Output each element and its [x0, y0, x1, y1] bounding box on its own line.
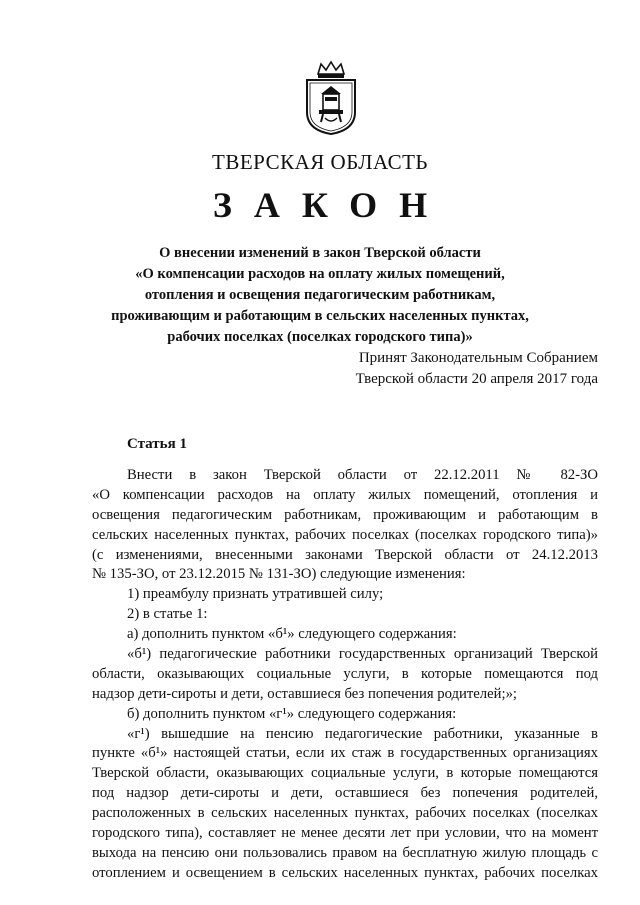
title-line: О внесении изменений в закон Тверской области — [159, 245, 481, 261]
body-line: б) дополнить пунктом «г¹» следующего содержания: — [127, 705, 457, 722]
body-line: «О компенсации расходов на оплату жилых помещений, отопления и — [92, 486, 598, 503]
coat-of-arms-icon — [301, 60, 361, 136]
body-line: Тверской области, оказывающих социальные услуги, в которые помещаются — [92, 765, 598, 782]
adoption-line: Принят Законодательным Собранием — [358, 350, 598, 366]
body-line: городского типа), составляет не менее десяти лет при условии, что на момент — [92, 825, 598, 842]
body-line: выхода на пенсию они пользовались правом на бесплатную жилую площадь с — [92, 844, 598, 861]
body-line: 2) в статье 1: — [127, 606, 208, 623]
body-line: (с изменениями, внесенными законами Тверской области от 24.12.2013 — [92, 546, 598, 563]
region-name: ТВЕРСКАЯ ОБЛАСТЬ — [212, 150, 428, 174]
body-line: надзор дети-сироты и дети, оставшиеся без попечения родителей;»; — [92, 685, 517, 702]
body-line: № 135-ЗО, от 23.12.2015 № 131-ЗО) следующие изменения: — [92, 566, 466, 583]
article-body — [92, 466, 598, 884]
adoption-line: Тверской области 20 апреля 2017 года — [355, 371, 598, 387]
adoption-note — [356, 348, 598, 390]
article-heading: Статья 1 — [127, 436, 187, 452]
body-line: пункте «б¹» настоящей статьи, если их стаж в государственных организациях — [92, 745, 598, 762]
title-line: «О компенсации расходов на оплату жилых помещений, — [135, 266, 505, 282]
body-line: «г¹) вышедшие на пенсию педагогические работники, указанные в — [127, 725, 598, 742]
body-line: освещения педагогическим работникам, проживающим и работающим в — [92, 506, 598, 523]
body-line: отоплением и освещением в сельских населенных пунктах, рабочих поселках — [92, 864, 598, 881]
body-line: Внести в закон Тверской области от 22.12.2011 № 82-ЗО — [127, 467, 598, 483]
body-line: сельских населенных пунктах, рабочих поселках (поселках городского типа)» — [92, 526, 598, 543]
body-line: расположенных в сельских населенных пунктах, рабочих поселках (поселках — [92, 805, 598, 822]
body-line: 1) преамбулу признать утратившей силу; — [127, 586, 384, 603]
title-line: проживающим и работающим в сельских населенных пунктах, — [111, 308, 529, 324]
title-line: отопления и освещения педагогическим работникам, — [144, 287, 496, 303]
law-title — [60, 243, 580, 348]
body-line: области, оказывающих социальные услуги, в которые помещаются под — [92, 665, 598, 682]
title-line: рабочих поселках (поселках городского типа)» — [167, 329, 473, 345]
document-type-heading: ЗАКОН — [212, 185, 450, 225]
body-line: под надзор дети-сироты и дети, оставшиеся без попечения родителей, — [92, 785, 598, 802]
body-line: а) дополнить пунктом «б¹» следующего содержания: — [127, 626, 457, 643]
body-line: «б¹) педагогические работники государственных организаций Тверской — [127, 646, 598, 663]
